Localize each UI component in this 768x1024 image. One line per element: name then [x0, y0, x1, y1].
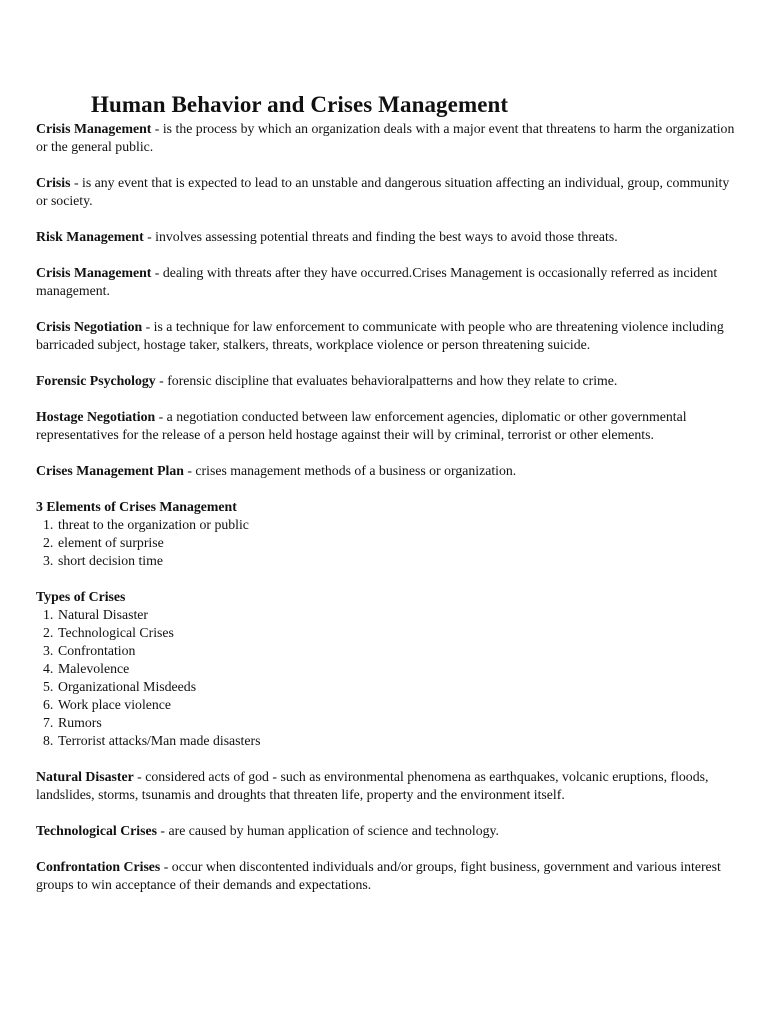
elements-list [36, 516, 736, 570]
list-number: 8. [43, 733, 54, 748]
page-title: Human Behavior and Crises Management [91, 92, 509, 117]
term: Risk Management [36, 229, 144, 244]
list-item-text: Natural Disaster [58, 607, 149, 622]
list-number: 1. [43, 517, 54, 532]
list-number: 3. [43, 643, 54, 658]
definition-confrontation-crises [36, 858, 736, 894]
definition-text: - a negotiation conducted between law enforcement agencies, diplomatic or other governmental representatives for the release of a person held hostage against their will by criminal, terrorist or other elements. [36, 409, 687, 442]
definition-text: - crises management methods of a business or organization. [183, 463, 517, 478]
definition-text: - involves assessing potential threats and finding the best ways to avoid those threats. [143, 229, 618, 244]
term: Natural Disaster [36, 769, 134, 784]
list-number: 4. [43, 661, 54, 676]
list-item [36, 660, 736, 678]
list-item-text: Work place violence [58, 697, 172, 712]
term: Technological Crises [36, 823, 157, 838]
term: Crisis Management [36, 121, 152, 136]
term: Crisis [36, 175, 71, 190]
list-item [36, 552, 736, 570]
term: Hostage Negotiation [36, 409, 156, 424]
list-number: 7. [43, 715, 54, 730]
list-item-text: Malevolence [58, 661, 130, 676]
definition-text: - considered acts of god - such as environmental phenomena as earthquakes, volcanic eruptions, floods, landslides, storms, tsunamis and droughts that threaten life, property and the environment itself. [36, 769, 709, 802]
list-item-text: element of surprise [58, 535, 164, 550]
list-item [36, 534, 736, 552]
definition-hostage-negotiation [36, 408, 736, 444]
list-item [36, 624, 736, 642]
list-item-text: Rumors [58, 715, 102, 730]
definition-risk-management [36, 228, 736, 246]
definition-technological-crises [36, 822, 736, 840]
list-number: 2. [43, 535, 54, 550]
term: Crisis Negotiation [36, 319, 143, 334]
list-number: 2. [43, 625, 54, 640]
definition-natural-disaster [36, 768, 736, 804]
list-item-text: Confrontation [58, 643, 136, 658]
definition-crisis-negotiation [36, 318, 736, 354]
list-item [36, 606, 736, 624]
term: Crises Management Plan [36, 463, 184, 478]
definition-crisis-management [36, 120, 736, 156]
list-item [36, 714, 736, 732]
elements-heading: 3 Elements of Crises Management [36, 499, 237, 514]
definition-text: - occur when discontented individuals and/or groups, fight business, government and various interest groups to win acceptance of their demands and expectations. [36, 859, 721, 892]
list-item [36, 516, 736, 534]
list-item-text: threat to the organization or public [58, 517, 249, 532]
definition-text: - is the process by which an organization deals with a major event that threatens to harm the organization or the general public. [36, 121, 735, 154]
types-list [36, 606, 736, 750]
list-item [36, 642, 736, 660]
list-number: 6. [43, 697, 54, 712]
types-heading: Types of Crises [36, 589, 126, 604]
definition-text: - is a technique for law enforcement to communicate with people who are threatening violence including barricaded subject, hostage taker, stalkers, threats, workplace violence or person threatening suicide. [36, 319, 724, 352]
list-item-text: Technological Crises [58, 625, 174, 640]
list-number: 1. [43, 607, 54, 622]
term: Crisis Management [36, 265, 152, 280]
term: Confrontation Crises [36, 859, 161, 874]
definition-crisis [36, 174, 736, 210]
list-item-text: Terrorist attacks/Man made disasters [58, 733, 261, 748]
definition-crisis-management-2 [36, 264, 736, 300]
list-item [36, 732, 736, 750]
definition-text: - is any event that is expected to lead to an unstable and dangerous situation affecting an individual, group, community or society. [36, 175, 730, 208]
term: Forensic Psychology [36, 373, 156, 388]
list-item [36, 678, 736, 696]
list-item-text: Organizational Misdeeds [58, 679, 197, 694]
list-item [36, 696, 736, 714]
definition-crises-management-plan [36, 462, 736, 480]
list-number: 3. [43, 553, 54, 568]
definition-text: - are caused by human application of science and technology. [156, 823, 499, 838]
list-item-text: short decision time [58, 553, 163, 568]
document-body [36, 120, 736, 912]
definition-text: - dealing with threats after they have occurred.Crises Management is occasionally referred as incident management. [36, 265, 718, 298]
definition-forensic-psychology [36, 372, 736, 390]
list-number: 5. [43, 679, 54, 694]
definition-text: - forensic discipline that evaluates behavioralpatterns and how they relate to crime. [155, 373, 618, 388]
